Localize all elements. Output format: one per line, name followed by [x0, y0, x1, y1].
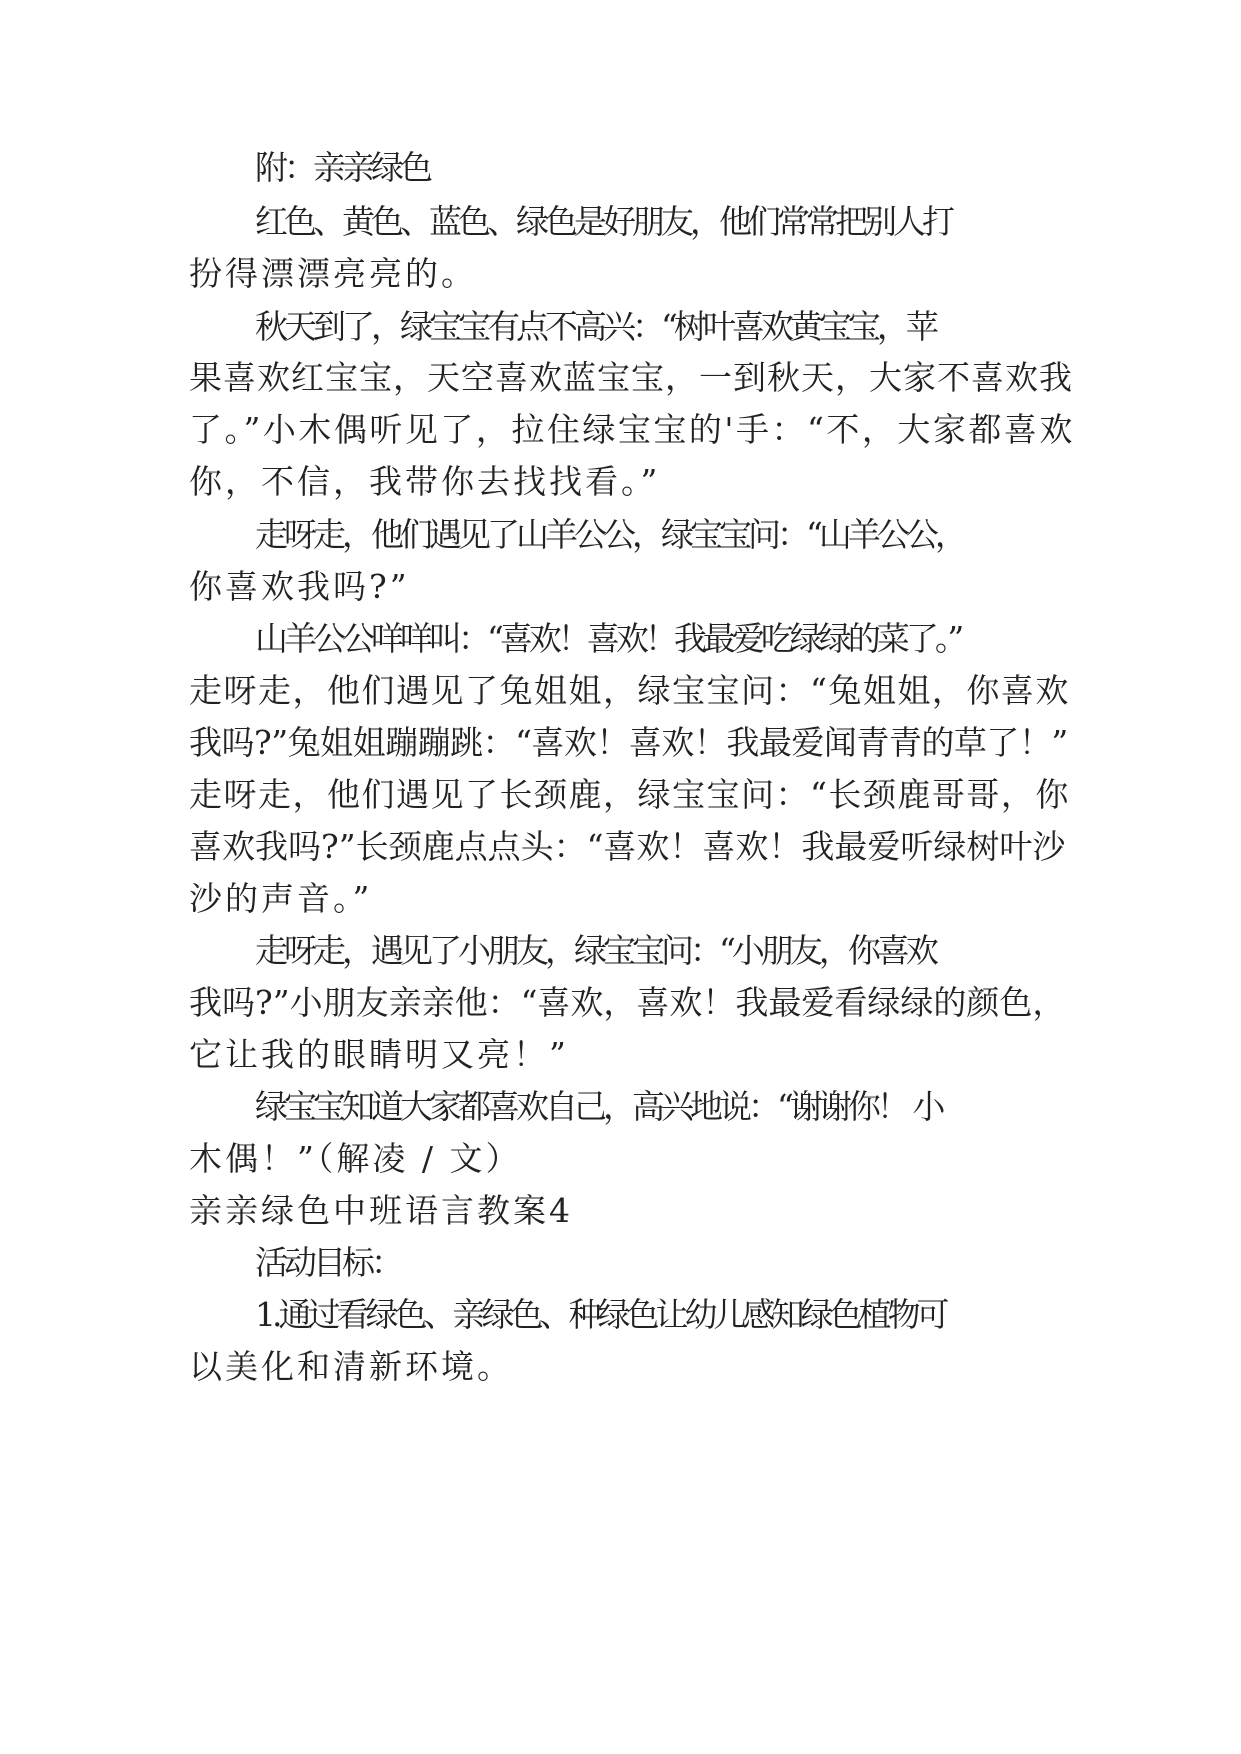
paragraph-line: 沙的声音。”: [189, 879, 373, 918]
paragraph-line: 山羊公公咩咩叫：“喜欢！喜欢！我最爱吃绿绿的菜了。”: [255, 619, 961, 658]
paragraph-line: 秋天到了，绿宝宝有点不高兴：“树叶喜欢黄宝宝，苹: [255, 307, 935, 346]
paragraph-line: 木偶！”（解凌 / 文）: [189, 1139, 522, 1178]
paragraph-line: 喜欢我吗?”长颈鹿点点头：“喜欢！喜欢！我最爱听绿树叶沙: [189, 827, 1066, 866]
paragraph-line: 扮得漂漂亮亮的。: [189, 254, 477, 293]
paragraph-line: 走呀走，他们遇见了长颈鹿，绿宝宝问：“长颈鹿哥哥，你: [189, 775, 1070, 814]
paragraph-line: 它让我的眼睛明又亮！”: [189, 1035, 569, 1074]
paragraph-line: 走呀走，遇见了小朋友，绿宝宝问：“小朋友，你喜欢: [255, 931, 935, 970]
paragraph-line: 活动目标：: [255, 1243, 400, 1282]
appendix-title: 附：亲亲绿色: [255, 148, 429, 187]
section-heading: 亲亲绿色中班语言教案4: [189, 1191, 573, 1230]
paragraph-line: 我吗?”小朋友亲亲他：“喜欢，喜欢！我最爱看绿绿的颜色，: [189, 983, 1066, 1022]
paragraph-line: 你喜欢我吗?”: [189, 567, 410, 606]
paragraph-line: 走呀走，他们遇见了山羊公公，绿宝宝问：“山羊公公，: [255, 515, 964, 554]
paragraph-line: 红色、黄色、蓝色、绿色是好朋友，他们常常把别人打: [255, 202, 951, 241]
paragraph-line: 走呀走，他们遇见了兔姐姐，绿宝宝问：“兔姐姐，你喜欢: [189, 671, 1070, 710]
paragraph-line: 了。”小木偶听见了，拉住绿宝宝的'手：“不，大家都喜欢: [189, 410, 1075, 449]
paragraph-line: 我吗?”兔姐姐蹦蹦跳：“喜欢！喜欢！我最爱闻青青的草了！”: [189, 723, 1068, 762]
paragraph-line: 1.通过看绿色、亲绿色、种绿色让幼儿感知绿色植物可: [255, 1295, 946, 1334]
paragraph-line: 果喜欢红宝宝，天空喜欢蓝宝宝，一到秋天，大家不喜欢我: [189, 358, 1073, 397]
paragraph-line: 你，不信，我带你去找找看。”: [189, 462, 661, 501]
paragraph-line: 绿宝宝知道大家都喜欢自己，高兴地说：“谢谢你！ 小: [255, 1087, 942, 1126]
paragraph-line: 以美化和清新环境。: [189, 1347, 513, 1386]
